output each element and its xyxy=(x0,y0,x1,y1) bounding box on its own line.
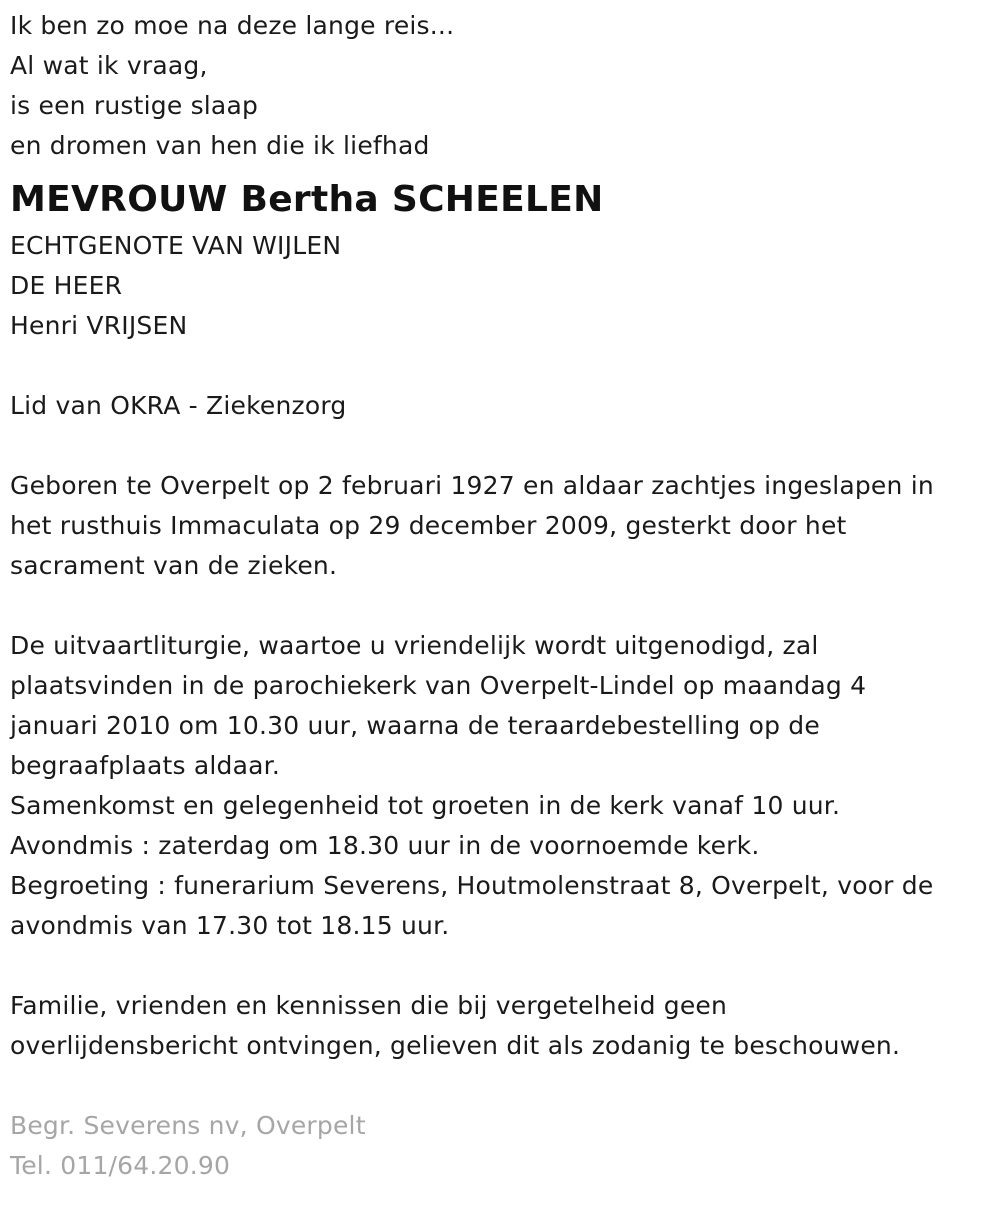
spacer xyxy=(10,1066,990,1106)
spacer xyxy=(10,946,990,986)
relation-line-1: ECHTGENOTE VAN WIJLEN xyxy=(10,231,342,260)
funeral-director-footer xyxy=(10,1106,990,1186)
funeral-line-1: De uitvaartliturgie, waartoe u vriendelijk wordt uitgenodigd, zal xyxy=(10,631,819,660)
funeral-line-5: Samenkomst en gelegenheid tot groeten in de kerk vanaf 10 uur. xyxy=(10,791,841,820)
poem-line-1: Ik ben zo moe na deze lange reis... xyxy=(10,11,455,40)
poem-line-2: Al wat ik vraag, xyxy=(10,51,208,80)
funeral-line-7: Begroeting : funerarium Severens, Houtmolenstraat 8, Overpelt, voor de xyxy=(10,871,934,900)
spacer xyxy=(10,346,990,386)
relation-line-3: Henri VRIJSEN xyxy=(10,311,188,340)
funeral-paragraph xyxy=(10,626,990,946)
relation-line-2: DE HEER xyxy=(10,271,123,300)
birth-death-line-2: het rusthuis Immaculata op 29 december 2009, gesterkt door het xyxy=(10,511,847,540)
birth-death-line-3: sacrament van de zieken. xyxy=(10,551,338,580)
notice-line-2: overlijdensbericht ontvingen, gelieven dit als zodanig te beschouwen. xyxy=(10,1031,901,1060)
deceased-name: MEVROUW Bertha SCHEELEN xyxy=(10,179,604,220)
poem-line-3: is een rustige slaap xyxy=(10,91,259,120)
membership: Lid van OKRA - Ziekenzorg xyxy=(10,391,347,420)
notice-paragraph xyxy=(10,986,990,1066)
funeral-line-2: plaatsvinden in de parochiekerk van Overpelt-Lindel op maandag 4 xyxy=(10,671,867,700)
poem-line-4: en dromen van hen die ik liefhad xyxy=(10,131,430,160)
notice-line-1: Familie, vrienden en kennissen die bij vergetelheid geen xyxy=(10,991,728,1020)
obituary-notice xyxy=(10,6,990,1186)
spacer xyxy=(10,586,990,626)
funeral-director-phone: Tel. 011/64.20.90 xyxy=(10,1151,231,1180)
poem xyxy=(10,6,990,166)
birth-death-paragraph xyxy=(10,466,990,586)
spacer xyxy=(10,426,990,466)
birth-death-line-1: Geboren te Overpelt op 2 februari 1927 en aldaar zachtjes ingeslapen in xyxy=(10,471,934,500)
funeral-line-4: begraafplaats aldaar. xyxy=(10,751,280,780)
funeral-director-name: Begr. Severens nv, Overpelt xyxy=(10,1111,366,1140)
relation xyxy=(10,226,990,346)
funeral-line-3: januari 2010 om 10.30 uur, waarna de teraardebestelling op de xyxy=(10,711,820,740)
funeral-line-6: Avondmis : zaterdag om 18.30 uur in de voornoemde kerk. xyxy=(10,831,760,860)
funeral-line-8: avondmis van 17.30 tot 18.15 uur. xyxy=(10,911,450,940)
